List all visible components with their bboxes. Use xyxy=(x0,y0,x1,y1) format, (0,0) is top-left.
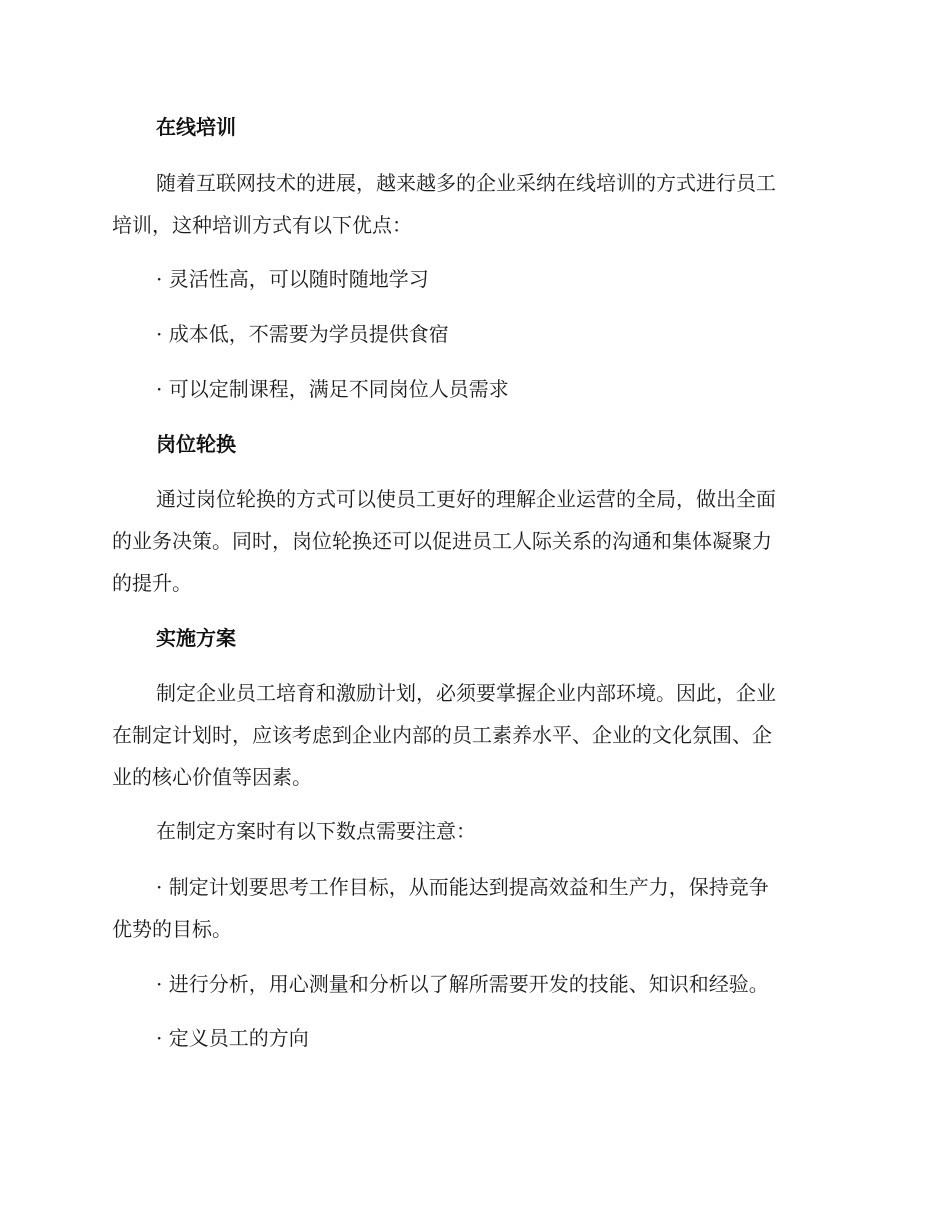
paragraph-line: 随着互联网技术的进展，越来越多的企业采纳在线培训的方式进行员工 xyxy=(156,171,776,195)
paragraph-line: 制定企业员工培育和激励计划，必须要掌握企业内部环境。因此，企业 xyxy=(156,681,776,705)
section-heading-rotation: 岗位轮换 xyxy=(156,432,236,456)
section-heading-plan: 实施方案 xyxy=(156,626,236,650)
bullet-item: · 可以定制课程，满足不同岗位人员需求 xyxy=(156,377,509,401)
paragraph-line: 培训，这种培训方式有以下优点： xyxy=(112,213,412,237)
paragraph-line: 的提升。 xyxy=(112,571,192,595)
paragraph-line: 的业务决策。同时，岗位轮换还可以促进员工人际关系的沟通和集体凝聚力 xyxy=(112,529,772,553)
paragraph-line: 业的核心价值等因素。 xyxy=(112,765,312,789)
paragraph-line: 在制定计划时，应该考虑到企业内部的员工素养水平、企业的文化氛围、企 xyxy=(112,723,772,747)
bullet-item: · 制定计划要思考工作目标，从而能达到提高效益和生产力，保持竞争 xyxy=(156,875,769,899)
paragraph-line: 在制定方案时有以下数点需要注意： xyxy=(156,819,476,843)
bullet-item: · 灵活性高，可以随时随地学习 xyxy=(156,267,429,291)
bullet-item: · 定义员工的方向 xyxy=(156,1026,309,1050)
bullet-item: · 进行分析，用心测量和分析以了解所需要开发的技能、知识和经验。 xyxy=(156,972,769,996)
bullet-continuation: 优势的目标。 xyxy=(112,917,232,941)
section-heading-online: 在线培训 xyxy=(156,115,236,139)
bullet-item: · 成本低，不需要为学员提供食宿 xyxy=(156,322,449,346)
paragraph-line: 通过岗位轮换的方式可以使员工更好的理解企业运营的全局，做出全面 xyxy=(156,487,776,511)
